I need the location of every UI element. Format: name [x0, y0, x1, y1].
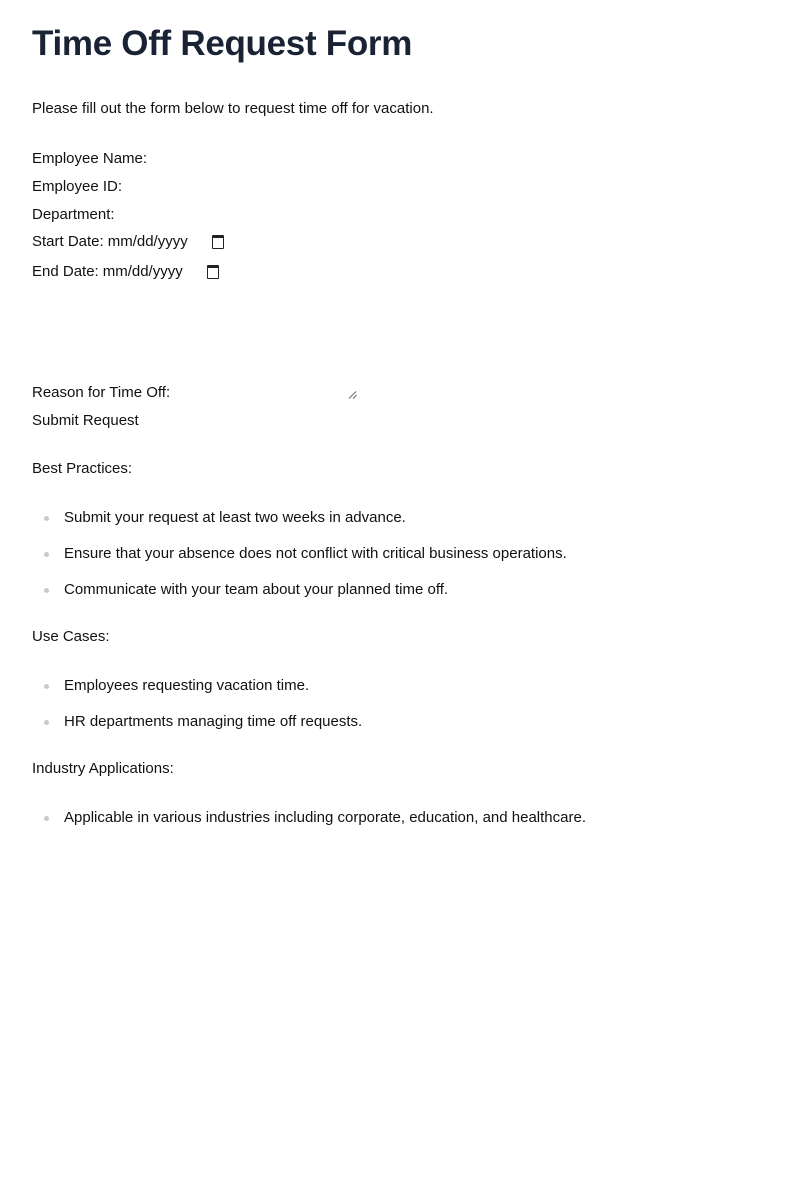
- employee-id-label: Employee ID:: [32, 177, 123, 195]
- intro-text: Please fill out the form below to request time off for vacation.: [32, 100, 434, 117]
- employee-name-field[interactable]: [147, 148, 321, 168]
- submit-request-button[interactable]: Submit Request: [32, 412, 139, 429]
- list-item: [32, 544, 567, 580]
- employee-name-row: [32, 148, 321, 168]
- list-item-text: HR departments managing time off requests.: [64, 713, 363, 730]
- bullet-dot: [44, 516, 49, 521]
- end-date-row: [32, 263, 219, 280]
- list-item-text: Applicable in various industries including corporate, education, and healthcare.: [64, 809, 586, 826]
- list-item-text: Employees requesting vacation time.: [64, 677, 310, 694]
- start-date-field[interactable]: mm/dd/yyyy: [107, 233, 188, 250]
- list-item-text: Communicate with your team about your planned time off.: [64, 581, 449, 598]
- bullet-dot: [44, 816, 49, 821]
- bullet-dot: [44, 720, 49, 725]
- employee-name-label: Employee Name:: [32, 149, 148, 167]
- list-item: [32, 676, 362, 712]
- employee-id-field[interactable]: [122, 176, 296, 196]
- bullet-dot: [44, 684, 49, 689]
- department-label: Department:: [32, 205, 115, 223]
- start-date-label: Start Date:: [32, 233, 104, 250]
- calendar-icon[interactable]: [212, 235, 224, 249]
- start-date-row: [32, 233, 224, 250]
- best-practices-list: [32, 508, 567, 616]
- bullet-dot: [44, 588, 49, 593]
- employee-id-row: [32, 176, 296, 196]
- use-cases-heading: Use Cases:: [32, 628, 110, 645]
- list-item: [32, 808, 586, 844]
- resize-handle-icon[interactable]: [349, 390, 357, 398]
- end-date-field[interactable]: mm/dd/yyyy: [102, 263, 183, 280]
- list-item: [32, 712, 362, 748]
- best-practices-heading: Best Practices:: [32, 460, 133, 477]
- end-date-label: End Date:: [32, 263, 99, 280]
- list-item: [32, 580, 567, 616]
- use-cases-list: [32, 676, 362, 748]
- list-item-text: Ensure that your absence does not conflict with critical business operations.: [64, 545, 567, 562]
- bullet-dot: [44, 552, 49, 557]
- industry-applications-list: [32, 808, 586, 844]
- reason-textarea[interactable]: [182, 290, 356, 398]
- list-item: [32, 508, 567, 544]
- department-row: [32, 204, 289, 224]
- list-item-text: Submit your request at least two weeks in advance.: [64, 509, 406, 526]
- industry-applications-heading: Industry Applications:: [32, 760, 174, 777]
- reason-row: [32, 384, 170, 401]
- department-field[interactable]: [115, 204, 289, 224]
- calendar-icon[interactable]: [207, 265, 219, 279]
- reason-label: Reason for Time Off:: [32, 384, 171, 401]
- page-title: Time Off Request Form: [32, 24, 413, 63]
